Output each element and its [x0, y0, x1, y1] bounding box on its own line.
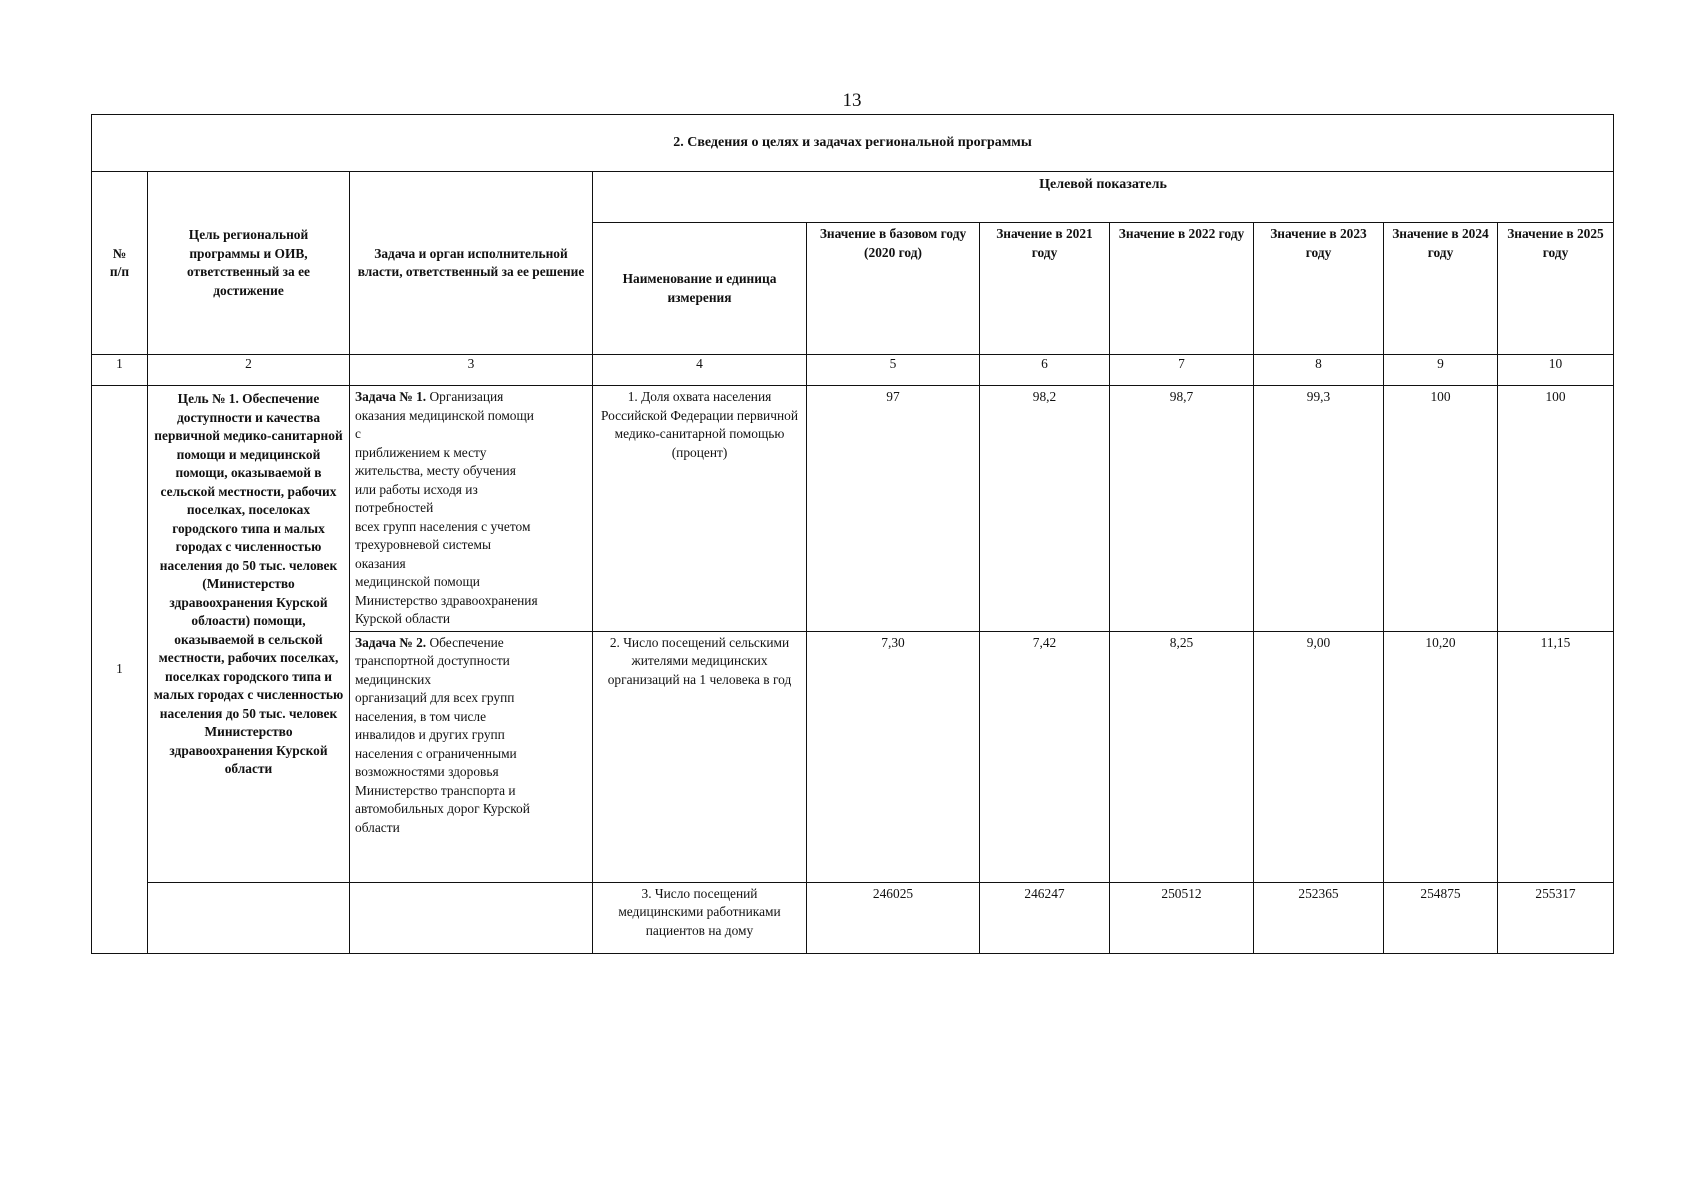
- column-number-row: [92, 355, 1614, 386]
- header-2021: Значение в 2021 году: [980, 223, 1110, 355]
- value-cell: 246247: [980, 882, 1110, 953]
- task-cell: [350, 386, 593, 632]
- task-label: Задача № 2.: [355, 634, 427, 650]
- column-number: 8: [1254, 355, 1384, 386]
- header-task: Задача и орган исполнительной власти, ответственный за ее решение: [350, 172, 593, 355]
- section-title: 2. Сведения о целях и задачах региональной программы: [92, 115, 1614, 172]
- value-cell: 254875: [1384, 882, 1498, 953]
- column-number: 7: [1110, 355, 1254, 386]
- value-cell: 246025: [807, 882, 980, 953]
- value-cell: 8,25: [1110, 631, 1254, 882]
- column-number: 5: [807, 355, 980, 386]
- value-cell: 100: [1498, 386, 1614, 632]
- indicator-name: 1. Доля охвата населения Российской Федерации первичной медико-санитарной помощью (процент): [593, 386, 807, 632]
- indicator-name: 3. Число посещений медицинскими работниками пациентов на дому: [593, 882, 807, 953]
- column-number: 6: [980, 355, 1110, 386]
- header-2023: Значение в 2023 году: [1254, 223, 1384, 355]
- task-text: Обеспечение транспортной доступности медицинских организаций для всех групп населения, в том числе инвалидов и других групп населения с ограниченными возможностями здоровья Министерство транспорта и автомобильных дорог Курской области: [355, 634, 530, 835]
- header-2024: Значение в 2024 году: [1384, 223, 1498, 355]
- title-row: [92, 115, 1614, 172]
- column-number: 3: [350, 355, 593, 386]
- header-2022: Значение в 2022 году: [1110, 223, 1254, 355]
- column-number: 4: [593, 355, 807, 386]
- goals-table: [91, 114, 1614, 954]
- value-cell: 7,42: [980, 631, 1110, 882]
- header-target: Целевой показатель: [593, 172, 1614, 223]
- value-cell: 252365: [1254, 882, 1384, 953]
- task-label: Задача № 1.: [355, 389, 427, 404]
- value-cell: 10,20: [1384, 631, 1498, 882]
- task-cell-empty: [350, 882, 593, 953]
- column-number: 2: [148, 355, 350, 386]
- value-cell: 98,7: [1110, 386, 1254, 632]
- goal-cell-continuation: [148, 882, 350, 953]
- page-number: 13: [842, 90, 862, 111]
- header-row-1: [92, 172, 1614, 223]
- value-cell: 7,30: [807, 631, 980, 882]
- table-row: [92, 386, 1614, 632]
- header-base-value: Значение в базовом году (2020 год): [807, 223, 980, 355]
- value-cell: 250512: [1110, 882, 1254, 953]
- header-2025: Значение в 2025 году: [1498, 223, 1614, 355]
- column-number: 9: [1384, 355, 1498, 386]
- value-cell: 97: [807, 386, 980, 632]
- header-goal: Цель региональной программы и ОИВ, ответственный за ее достижение: [148, 172, 350, 355]
- value-cell: 9,00: [1254, 631, 1384, 882]
- value-cell: 98,2: [980, 386, 1110, 632]
- task-cell: [350, 631, 593, 882]
- table-row: [92, 882, 1614, 953]
- header-num: № п/п: [92, 172, 148, 355]
- column-number: 10: [1498, 355, 1614, 386]
- value-cell: 100: [1384, 386, 1498, 632]
- row-number: 1: [92, 386, 148, 954]
- value-cell: 99,3: [1254, 386, 1384, 632]
- value-cell: 255317: [1498, 882, 1614, 953]
- value-cell: 11,15: [1498, 631, 1614, 882]
- column-number: 1: [92, 355, 148, 386]
- header-indicator-name: Наименование и единица измерения: [593, 223, 807, 355]
- indicator-name: 2. Число посещений сельскими жителями медицинских организаций на 1 человека в год: [593, 631, 807, 882]
- goal-cell: Цель № 1. Обеспечение доступности и качества первичной медико-санитарной помощи и медицинской помощи, оказываемой в сельской местности, рабочих поселках, поселоках городского типа и малых городах с численностью населения до 50 тыс. человек (Министерство здравоохранения Курской облоасти) помощи, оказываемой в сельской местности, рабочих поселках, поселках городского типа и малых городах с численностью населения до 50 тыс. человек Министерство здравоохранения Курской области: [148, 386, 350, 883]
- task-text: Организация оказания медицинской помощи с приближением к месту жительства, месту обучения или работы исходя из потребностей всех групп населения с учетом трехуровневой системы оказания медицинской помощи Министерство здравоохранения Курской области: [355, 389, 538, 626]
